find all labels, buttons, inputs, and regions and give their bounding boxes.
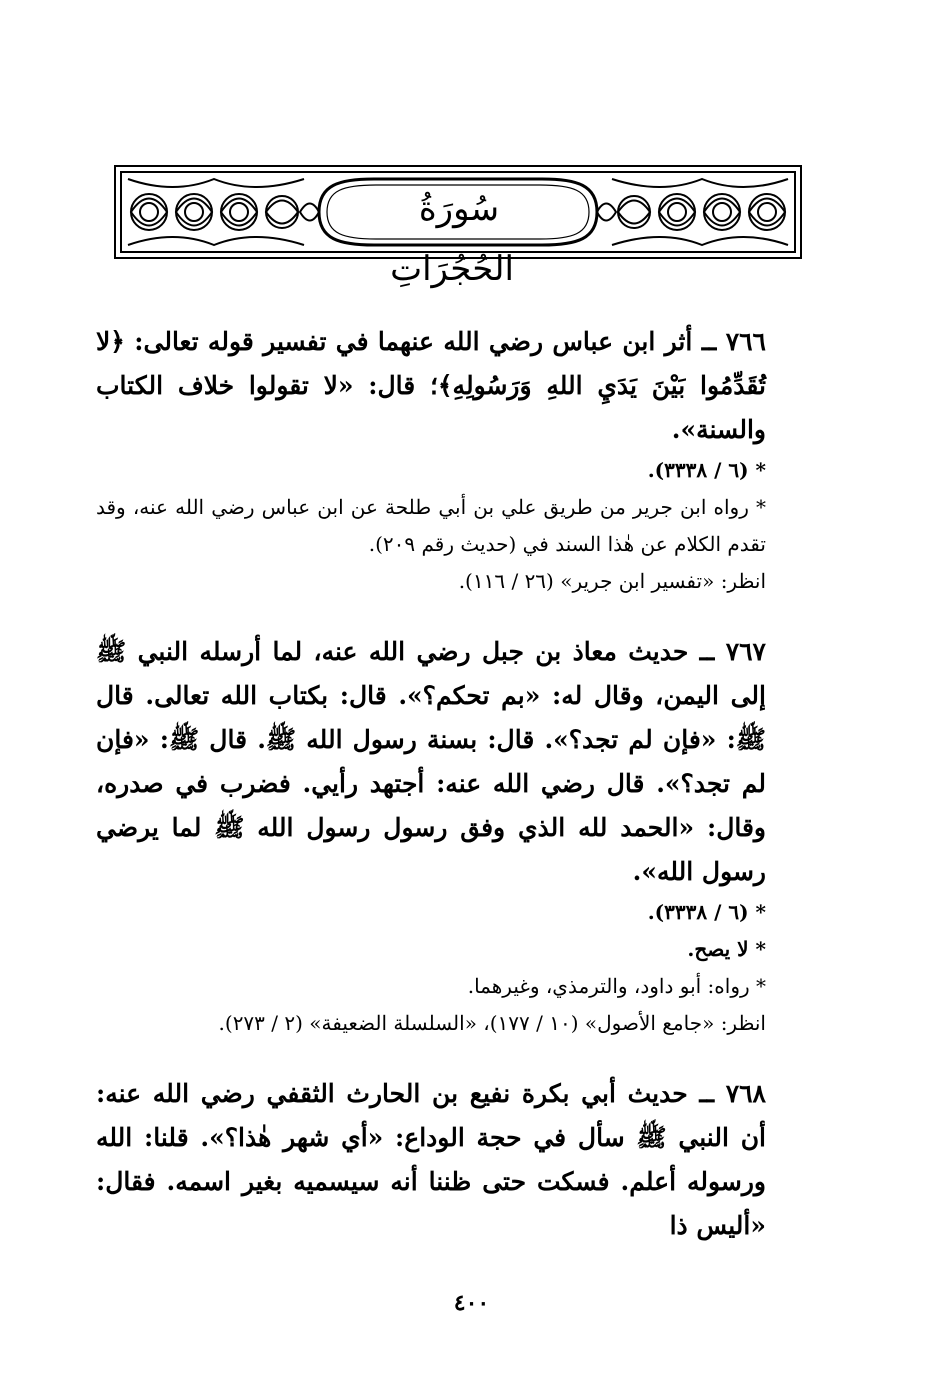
- page-content: [96, 320, 766, 1278]
- entry-see-also: انظر: «تفسير ابن جرير» (٢٦ / ١١٦).: [458, 569, 766, 593]
- entry-grading: * لا يصح.: [687, 937, 766, 961]
- entry-768: [96, 1072, 766, 1248]
- entry-see-also: انظر: «جامع الأصول» (١٠ / ١٧٧)، «السلسلة الضعيفة» (٢ / ٢٧٣).: [218, 1011, 766, 1035]
- entry-note: * رواه ابن جرير من طريق علي بن أبي طلحة عن ابن عباس رضي الله عنه، وقد تقدم الكلام عن هٰذا السند في (حديث رقم ٢٠٩).: [96, 495, 766, 556]
- surah-header-banner: [114, 165, 802, 289]
- entry-766: [96, 320, 766, 600]
- entry-reference: * (٦ / ٣٣٣٨).: [647, 900, 766, 924]
- entry-main-text: ٧٦٨ ــ حديث أبي بكرة نفيع بن الحارث الثقفي رضي الله عنه: أن النبي ﷺ سأل في حجة الوداع: «أي شهر هٰذا؟». قلنا: الله ورسوله أعلم. فسكت حتى ظننا أنه سيسميه بغير اسمه. فقال: «أليس ذا: [96, 1079, 766, 1240]
- entry-main-text: ٧٦٦ ــ أثر ابن عباس رضي الله عنهما في تفسير قوله تعالى: ﴿لا تُقَدِّمُوا بَيْنَ يَدَيِ اللهِ وَرَسُولِهِ﴾؛ قال: «لا تقولوا خلاف الكتاب والسنة».: [96, 327, 766, 444]
- entry-main-text: ٧٦٧ ــ حديث معاذ بن جبل رضي الله عنه، لما أرسله النبي ﷺ إلى اليمن، وقال له: «بم تحكم؟». قال: بكتاب الله تعالى. قال ﷺ: «فإن لم تجد؟». قال: بسنة رسول الله ﷺ. قال ﷺ: «فإن لم تجد؟». قال رضي الله عنه: أجتهد رأيي. فضرب في صدره، وقال: «الحمد لله الذي وفق رسول رسول الله ﷺ لما يرضي رسول الله».: [96, 637, 766, 886]
- entry-767: [96, 630, 766, 1042]
- surah-title: سُورَةُ الحُجُرَاتِ: [390, 189, 514, 289]
- entry-reference: * (٦ / ٣٣٣٨).: [647, 458, 766, 482]
- entry-note: * رواه: أبو داود، والترمذي، وغيرهما.: [467, 974, 766, 998]
- page-number: ٤٠٠: [453, 1290, 490, 1316]
